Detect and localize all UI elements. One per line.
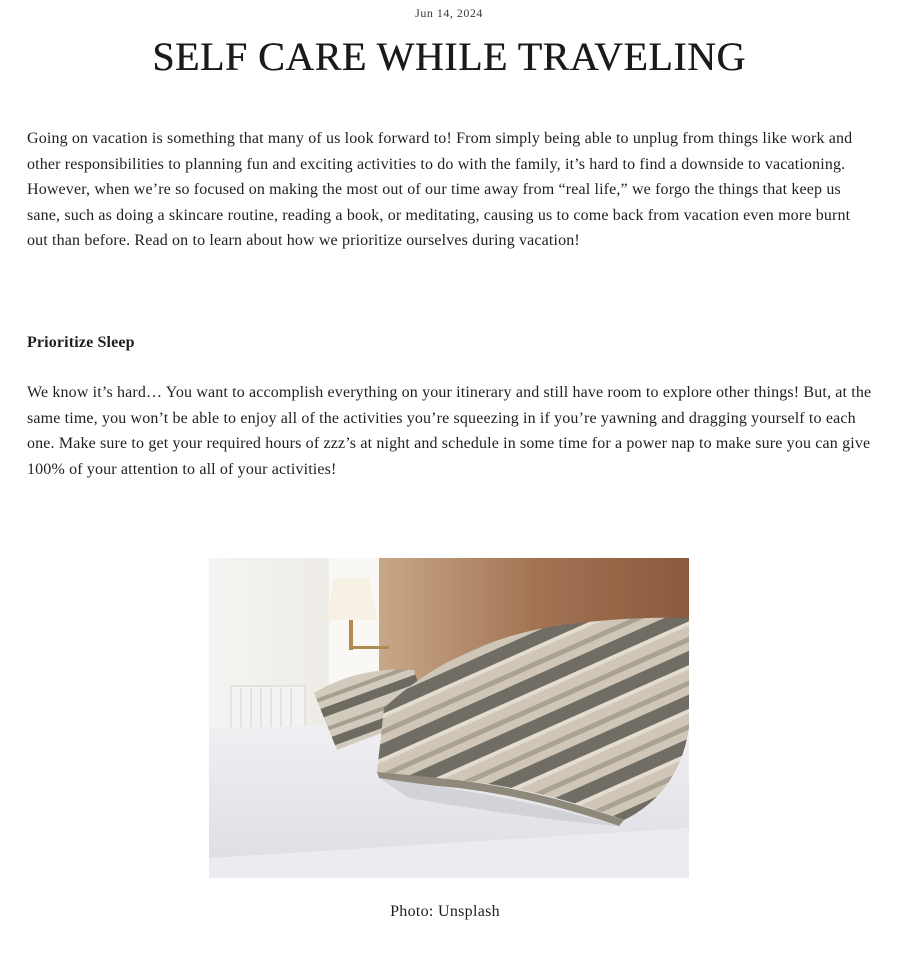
article-photo (209, 558, 689, 878)
post-date: Jun 14, 2024 (415, 6, 483, 20)
section-heading: Prioritize Sleep (27, 334, 135, 351)
intro-paragraph: Going on vacation is something that many of us look forward to! From simply being able to unplug from things like work and other responsibilities to planning fun and exciting activities to do with the family, it’s hard to find a downside to vacationing. However, when we’re so focused on making the most out of our time away from “real life,” we forgo the things that keep us sane, such as doing a skincare routine, reading a book, or meditating, causing us to come back from vacation even more burnt out than before. Read on to learn about how we prioritize ourselves during vacation! (27, 130, 853, 250)
post-title: SELF CARE WHILE TRAVELING (152, 34, 746, 79)
section-paragraph: We know it’s hard… You want to accomplish everything on your itinerary and still have room to explore other things! But, at the same time, you won’t be able to enjoy all of the activities you’re squeezing in if you’re yawning and dragging yourself to each one. Make sure to get your required hours of zzz’s at night and schedule in some time for a power nap to make sure you can give 100% of your attention to all of your activities! (27, 384, 872, 478)
photo-caption: Photo: Unsplash (390, 903, 500, 920)
